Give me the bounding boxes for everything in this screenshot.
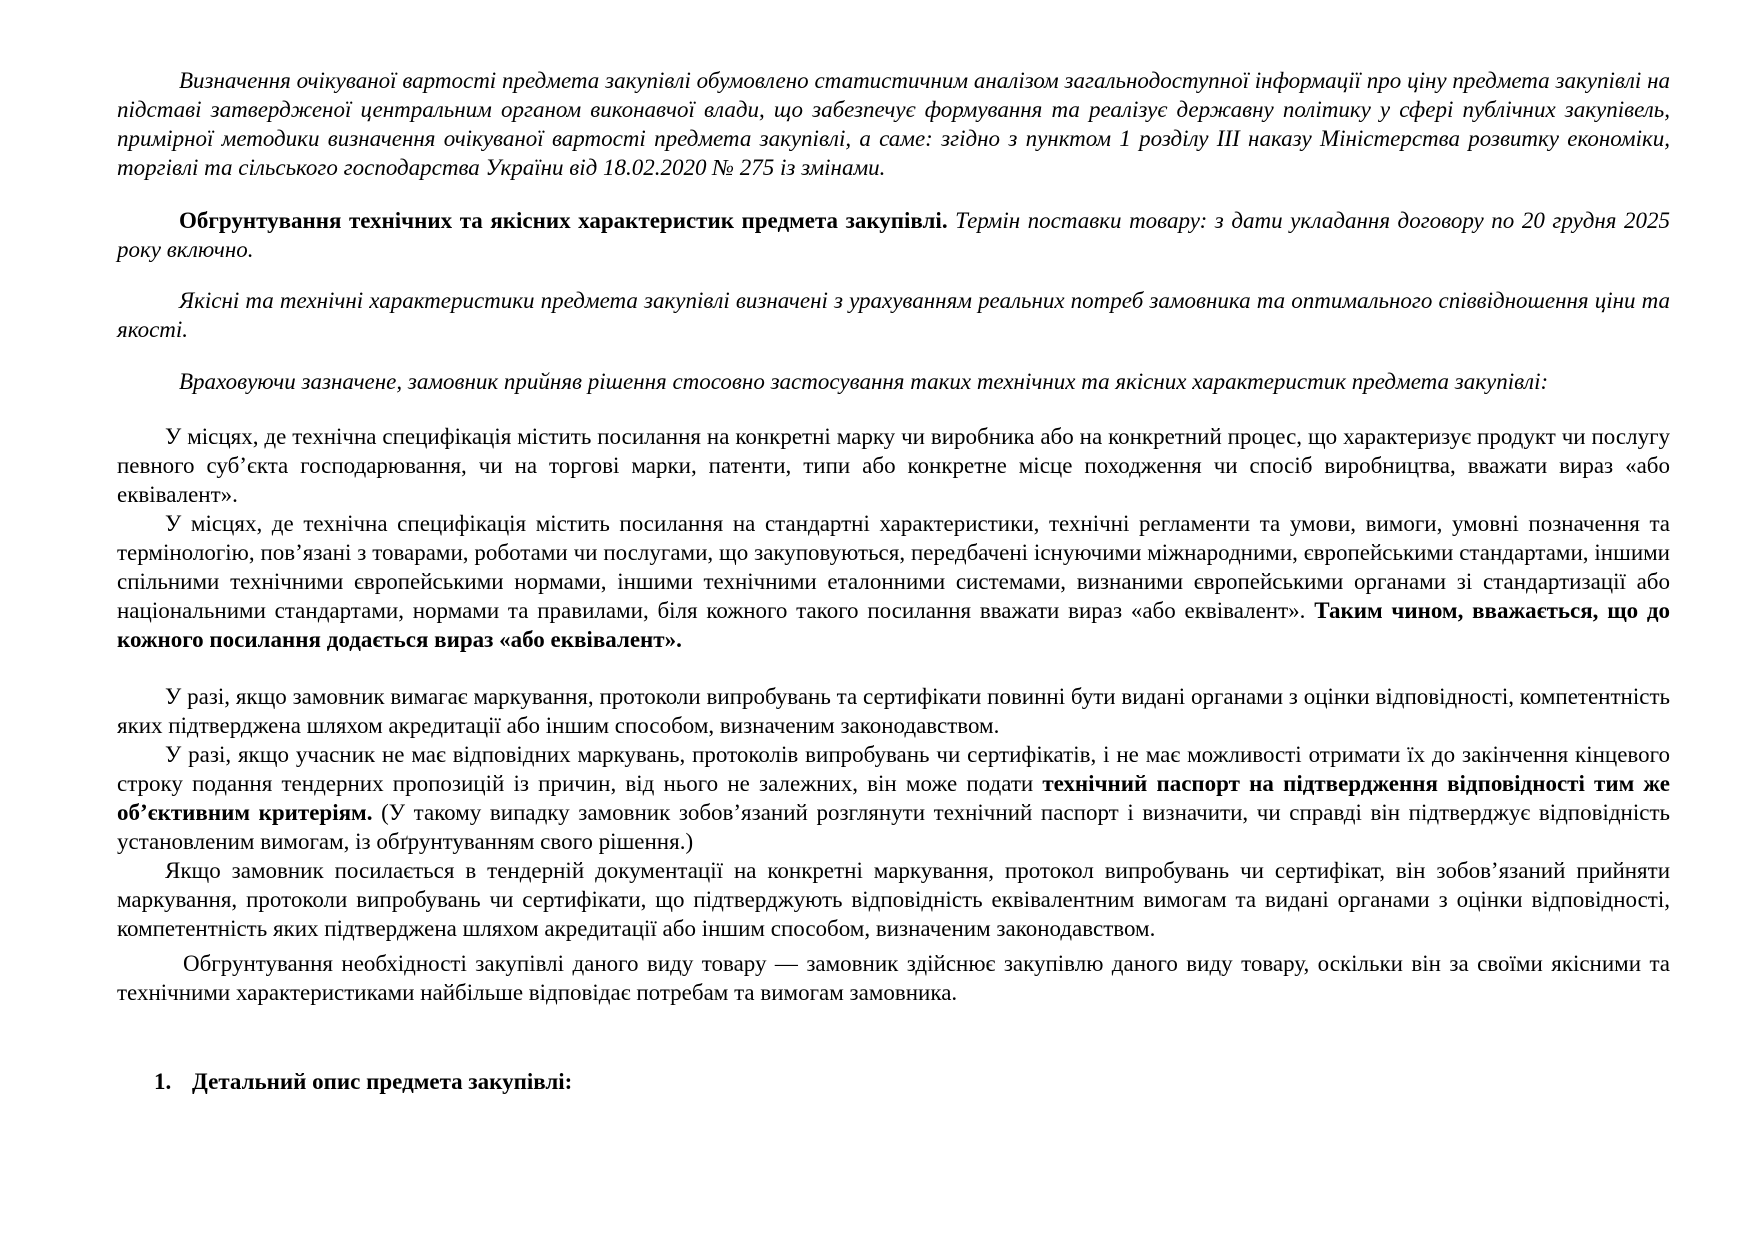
technical-passport-paragraph: [117, 740, 1670, 856]
section-title: Детальний опис предмета закупівлі:: [192, 1069, 573, 1094]
technical-passport-text-1: У разі, якщо учасник не має відповідних маркувань, протоколів випробувань чи сертифікатів, і не має можливості отримати їх до закінчення кінцевого строку подання тендерних пропозицій із причин, від нього не залежних, він може подати: [117, 742, 1670, 796]
standards-equivalent-paragraph: [117, 509, 1670, 654]
delivery-term-text: Термін поставки товару: з дати укладання договору по 20 грудня 2025 року включно.: [117, 208, 1670, 262]
marking-requirement-paragraph: У разі, якщо замовник вимагає маркування, протоколи випробувань та сертифікати повинні бути видані органами з оцінки відповідності, компетентність яких підтверджена шляхом акредитації або іншим способом, визначеним законодавством.: [117, 684, 1670, 738]
technical-passport-bold: технічний паспорт на підтвердження відповідності тим же об’єктивним критеріям.: [117, 771, 1671, 825]
justification-heading: Обгрунтування технічних та якісних характеристик предмета закупівлі.: [179, 208, 948, 233]
brand-equivalent-paragraph: У місцях, де технічна специфікація містить посилання на конкретні марку чи виробника або на конкретний процес, що характеризує продукт чи послугу певного суб’єкта господарювання, чи на торгові марки, патенти, типи або конкретне місце походження чи спосіб виробництва, вважати вираз «або еквівалент».: [117, 424, 1670, 507]
standards-text: У місцях, де технічна специфікація містить посилання на стандартні характеристики, технічні регламенти та умови, вимоги, умовні позначення та термінологію, пов’язані з товарами, роботами чи послугами, що закуповуються, передбачені існуючими міжнародними, європейськими стандартами, іншими спільними технічними європейськими нормами, іншими технічними еталонними системами, визнаними європейськими органами зі стандартизації або національними стандартами, нормами та правилами, біля кожного такого посилання вважати вираз «або еквівалент».: [117, 511, 1670, 623]
necessity-paragraph: Обгрунтування необхідності закупівлі даного виду товару — замовник здійснює закупівлю даного виду товару, оскільки він за своїми якісними та технічними характеристиками найбільше відповідає потребам та вимогам замовника.: [117, 951, 1670, 1005]
decision-paragraph: Враховуючи зазначене, замовник прийняв рішення стосовно застосування таких технічних та якісних характеристик предмета закупівлі:: [179, 369, 1549, 394]
certificate-acceptance-paragraph: Якщо замовник посилається в тендерній документації на конкретні маркування, протокол випробувань чи сертифікат, він зобов’язаний прийняти маркування, протоколи випробувань чи сертифікати, що підтверджують відповідність еквівалентним вимогам та видані органами з оцінки відповідності, компетентність яких підтверджена шляхом акредитації або іншим способом, визначеним законодавством.: [117, 858, 1670, 941]
equivalent-statement: Таким чином, вважається, що до кожного посилання додається вираз «або еквівалент».: [117, 598, 1671, 652]
section-number: 1.: [154, 1069, 172, 1094]
section-heading: [117, 1067, 1670, 1096]
technical-passport-text-2: (У такому випадку замовник зобов’язаний розглянути технічний паспорт і визначити, чи справді він підтверджує відповідність установленим вимогам, із обґрунтуванням свого рішення.): [117, 800, 1670, 854]
justification-paragraph: [117, 206, 1670, 264]
quality-characteristics-paragraph: Якісні та технічні характеристики предмета закупівлі визначені з урахуванням реальних потреб замовника та оптимального співвідношення ціни та якості.: [117, 288, 1670, 342]
expected-cost-paragraph: Визначення очікуваної вартості предмета закупівлі обумовлено статистичним аналізом загальнодоступної інформації про ціну предмета закупівлі на підставі затвердженої центральним органом виконавчої влади, що забезпечує формування та реалізує державну політику у сфері публічних закупівель, примірної методики визначення очікуваної вартості предмета закупівлі, а саме: згідно з пунктом 1 розділу ІІІ наказу Міністерства розвитку економіки, торгівлі та сільського господарства України від 18.02.2020 № 275 із змінами.: [117, 68, 1670, 180]
document-page: [117, 66, 1670, 1096]
